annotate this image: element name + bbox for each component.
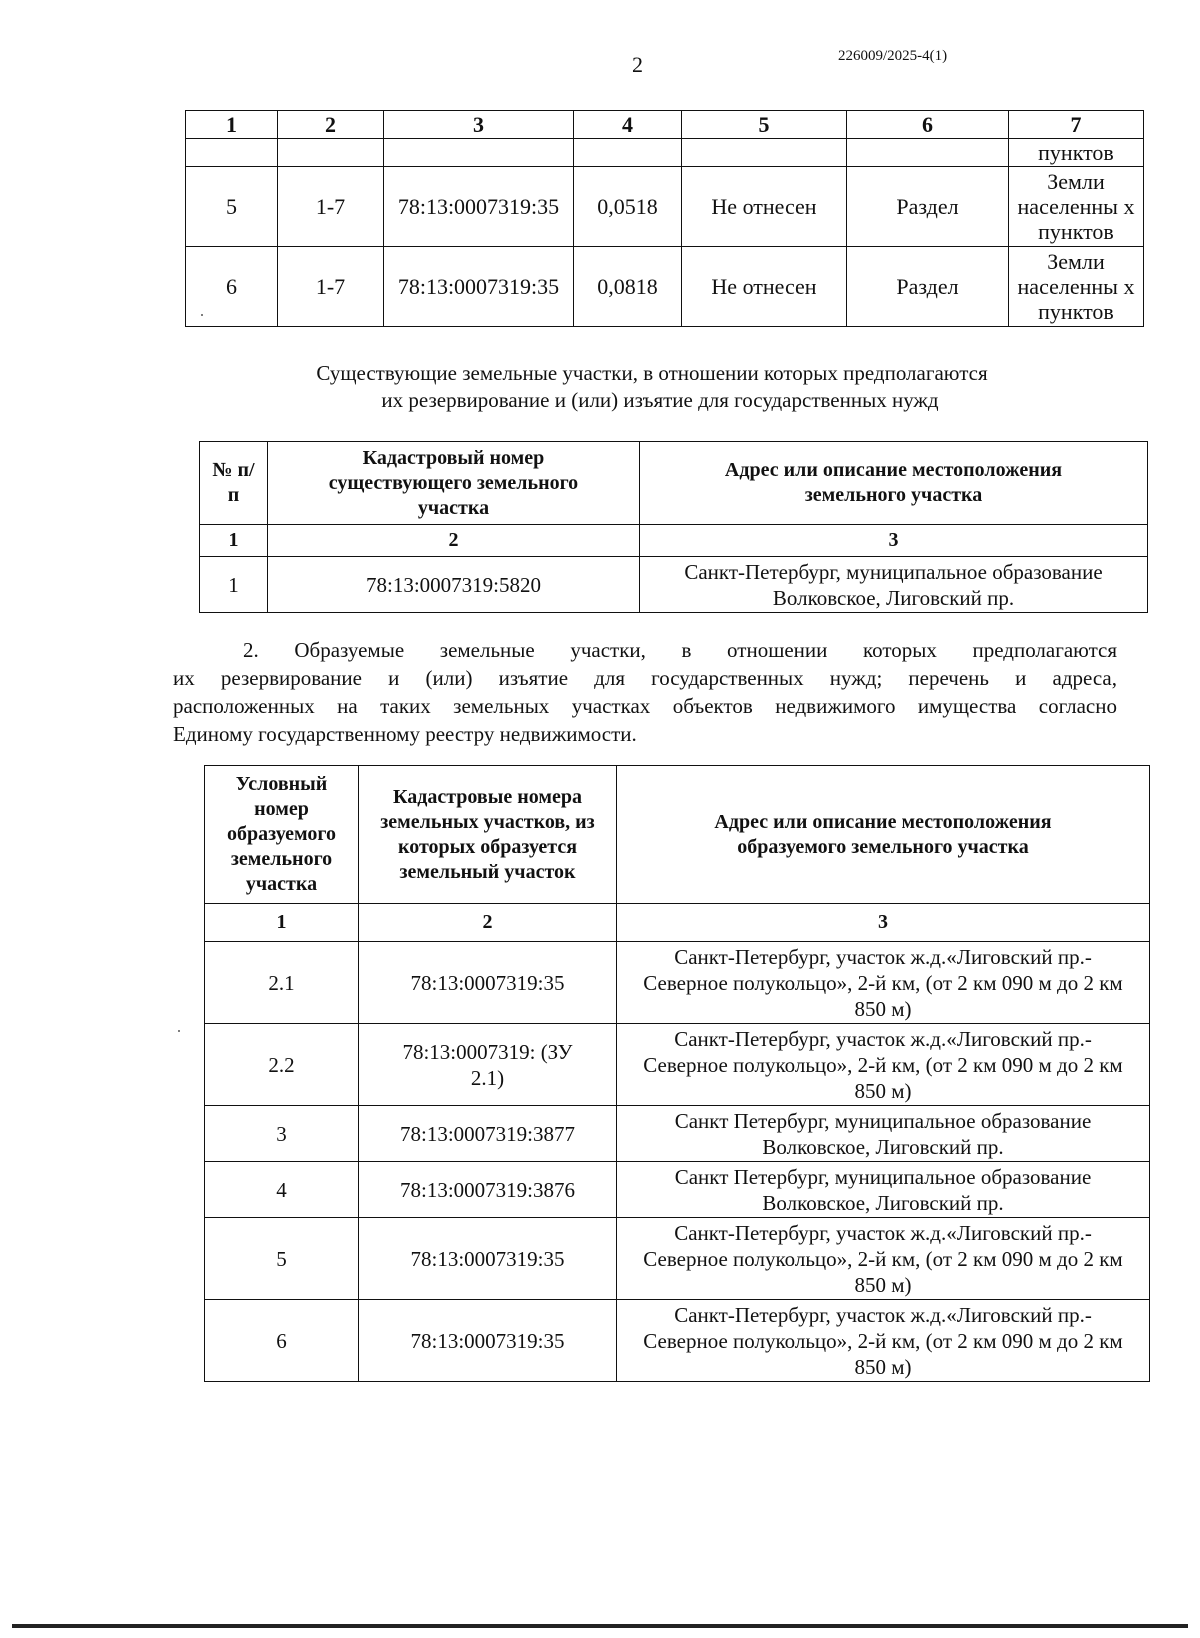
table-cell (574, 139, 682, 167)
paragraph-line: Единому государственному реестру недвижимости. (173, 722, 637, 746)
table-cell: Раздел (847, 247, 1009, 327)
table-row (205, 1106, 1150, 1162)
table-row (205, 1300, 1150, 1382)
continuation-row (186, 139, 1144, 167)
table-header-row (205, 766, 1150, 904)
col-number: 6 (847, 111, 1009, 139)
scan-artifact (178, 1030, 180, 1032)
table-cell: Не отнесен (682, 167, 847, 247)
table-row (200, 557, 1148, 613)
paragraph-formed-plots (173, 636, 1117, 748)
col-number: 2 (268, 525, 640, 557)
col-number: 1 (205, 904, 359, 942)
col-number: 1 (200, 525, 268, 557)
table-header-cell: Адрес или описание местоположения образуемого земельного участка (617, 766, 1150, 904)
table-cell: 1-7 (278, 167, 384, 247)
table-cell: 0,0818 (574, 247, 682, 327)
col-number: 3 (640, 525, 1148, 557)
column-numbers-row (205, 904, 1150, 942)
table-cell: 0,0518 (574, 167, 682, 247)
table-cell: Санкт-Петербург, участок ж.д.«Лиговский пр.- Северное полукольцо», 2-й км, (от 2 км 090 м до 2 км 850 м) (617, 1024, 1150, 1106)
table-row (205, 1218, 1150, 1300)
section-title (180, 360, 1140, 414)
table-cell: 78:13:0007319:3876 (359, 1162, 617, 1218)
col-number: 7 (1009, 111, 1144, 139)
table-cell: 6 (205, 1300, 359, 1382)
table-header-cell: Кадастровый номер существующего земельного участка (268, 442, 640, 525)
table-cell: Земли населенны х пунктов (1009, 167, 1144, 247)
paragraph-line: расположенных на таких земельных участках объектов недвижимого имущества согласно (173, 694, 1117, 718)
section-title-line: Существующие земельные участки, в отношении которых предполагаются (316, 361, 988, 385)
plots-table-continuation (185, 110, 1144, 327)
table-cell (278, 139, 384, 167)
table-cell: 1 (200, 557, 268, 613)
table-cell: 5 (205, 1218, 359, 1300)
table-cell (682, 139, 847, 167)
table-row (186, 247, 1144, 327)
existing-plots-table (199, 441, 1148, 613)
table-cell: 78:13:0007319:35 (359, 1300, 617, 1382)
table-row (205, 1162, 1150, 1218)
col-number: 2 (278, 111, 384, 139)
col-number: 3 (617, 904, 1150, 942)
table-cell: Санкт-Петербург, муниципальное образование Волковское, Лиговский пр. (640, 557, 1148, 613)
table-cell: Санкт-Петербург, участок ж.д.«Лиговский пр.- Северное полукольцо», 2-й км, (от 2 км 090 м до 2 км 850 м) (617, 1218, 1150, 1300)
table-cell: Санкт Петербург, муниципальное образование Волковское, Лиговский пр. (617, 1106, 1150, 1162)
table-cell: 78:13:0007319: (ЗУ 2.1) (359, 1024, 617, 1106)
table-cell: 2.1 (205, 942, 359, 1024)
table-cell: Раздел (847, 167, 1009, 247)
table-cell: Санкт Петербург, муниципальное образование Волковское, Лиговский пр. (617, 1162, 1150, 1218)
table-cell: 78:13:0007319:5820 (268, 557, 640, 613)
table-cell: 78:13:0007319:3877 (359, 1106, 617, 1162)
table-cell (847, 139, 1009, 167)
table-cell: 4 (205, 1162, 359, 1218)
table-header-cell: Адрес или описание местоположения земельного участка (640, 442, 1148, 525)
table-header-cell: Кадастровые номера земельных участков, из которых образуется земельный участок (359, 766, 617, 904)
document-number: 226009/2025-4(1) (838, 48, 948, 64)
table-cell (384, 139, 574, 167)
table-cell (186, 139, 278, 167)
table-cell: пунктов (1009, 139, 1144, 167)
table-cell: 6 (186, 247, 278, 327)
table-cell: 78:13:0007319:35 (384, 247, 574, 327)
formed-plots-table (204, 765, 1150, 1382)
column-numbers-row (186, 111, 1144, 139)
table-header-row (200, 442, 1148, 525)
page-number: 2 (632, 52, 643, 77)
col-number: 3 (384, 111, 574, 139)
table-header-cell: Условный номер образуемого земельного участка (205, 766, 359, 904)
table-cell: 3 (205, 1106, 359, 1162)
column-numbers-row (200, 525, 1148, 557)
col-number: 4 (574, 111, 682, 139)
table-cell: 78:13:0007319:35 (359, 1218, 617, 1300)
paragraph-line: 2. Образуемые земельные участки, в отношении которых предполагаются (243, 638, 1117, 662)
table-cell: Санкт-Петербург, участок ж.д.«Лиговский пр.- Северное полукольцо», 2-й км, (от 2 км 090 м до 2 км 850 м) (617, 1300, 1150, 1382)
table-cell: Не отнесен (682, 247, 847, 327)
table-cell: Санкт-Петербург, участок ж.д.«Лиговский пр.- Северное полукольцо», 2-й км, (от 2 км 090 м до 2 км 850 м) (617, 942, 1150, 1024)
scan-edge-line (12, 1624, 1188, 1628)
table-cell: 2.2 (205, 1024, 359, 1106)
table-cell: Земли населенны х пунктов (1009, 247, 1144, 327)
section-title-line: их резервирование и (или) изъятие для государственных нужд (381, 388, 939, 412)
table-cell: 5 (186, 167, 278, 247)
table-cell: 1-7 (278, 247, 384, 327)
paragraph-line: их резервирование и (или) изъятие для государственных нужд; перечень и адреса, (173, 666, 1117, 690)
scan-artifact (201, 314, 203, 316)
table-row (205, 942, 1150, 1024)
table-cell: 78:13:0007319:35 (384, 167, 574, 247)
table-row (186, 167, 1144, 247)
col-number: 1 (186, 111, 278, 139)
table-row (205, 1024, 1150, 1106)
table-cell: 78:13:0007319:35 (359, 942, 617, 1024)
table-header-cell: № п/п (200, 442, 268, 525)
col-number: 5 (682, 111, 847, 139)
col-number: 2 (359, 904, 617, 942)
